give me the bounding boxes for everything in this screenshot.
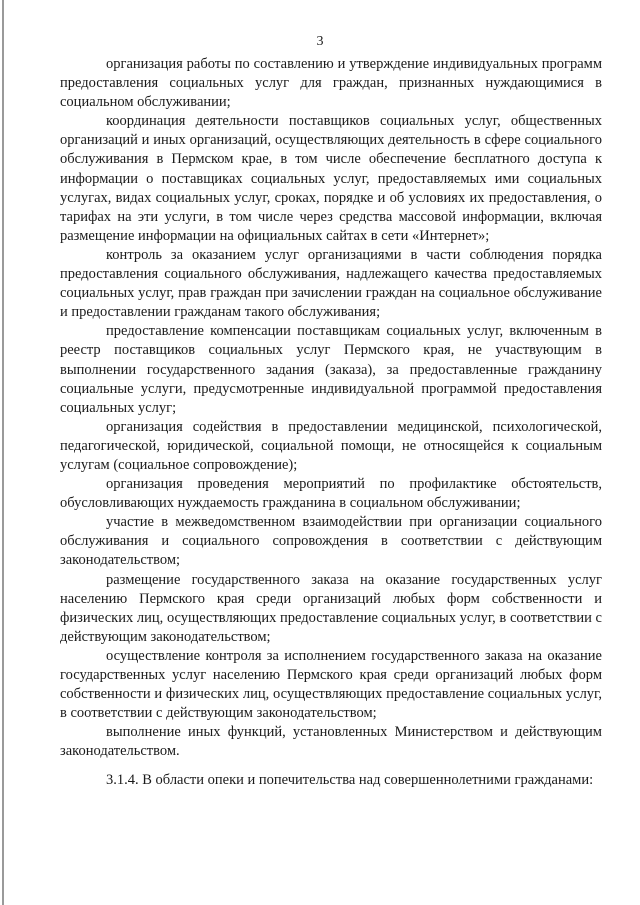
paragraph-other-functions: выполнение иных функций, установленных Министерством и действующим законодательством.: [60, 724, 602, 760]
paragraph-provider-coordination: координация деятельности поставщиков социальных услуг, общественных организаций и иных организаций, осуществляющих деятельность в сфере социального обслуживания в Пермском крае, в том числе обеспечение бесплатного доступа к информации о поставщиках социальных услуг, предоставляемых ими социальных услугах, видах социальных услуг, сроках, порядке и об условиях их предоставления, о тарифах на эти услуги, в том числе через средства массовой информации, включая размещение информации на официальных сайтах в сети «Интернет»;: [60, 113, 602, 244]
paragraph-social-support: организация содействия в предоставлении медицинской, психологической, педагогической, юридической, социальной помощи, не относящейся к социальным услугам (социальное сопровождение);: [60, 418, 602, 473]
scan-edge-line: [2, 0, 4, 905]
paragraph-interagency: участие в межведомственном взаимодействии при организации социального обслуживания и социального сопровождения в соответствии с действующим законодательством;: [60, 514, 602, 569]
page-number: 3: [316, 34, 324, 49]
section-heading-3-1-4: 3.1.4. В области опеки и попечительства над совершеннолетними гражданами:: [106, 772, 594, 789]
document-body: [60, 55, 602, 791]
paragraph-state-order-control: осуществление контроля за исполнением государственного заказа на оказание государственных услуг населению Пермского края среди организаций любых форм собственности и физических лиц, осуществляющих предоставление социальных услуг, в соответствии с действующим законодательством;: [60, 647, 602, 722]
paragraph-compensation: предоставление компенсации поставщикам социальных услуг, включенным в реестр поставщиков социальных услуг Пермского края, не участвующим в выполнении государственного задания (заказа), за предоставленные гражданину социальные услуги, предусмотренные индивидуальной программой предоставления социальных услуг;: [60, 323, 602, 416]
paragraph-state-order-placement: размещение государственного заказа на оказание государственных услуг населению Пермского края среди организаций любых форм собственности и физических лиц, осуществляющих предоставление социальных услуг, в соответствии с действующим законодательством;: [60, 571, 602, 645]
paragraph-individual-programs: организация работы по составлению и утверждение индивидуальных программ предоставления социальных услуг для граждан, признанных нуждающимися в социальном обслуживании;: [60, 56, 602, 111]
paragraph-service-control: контроль за оказанием услуг организациями в части соблюдения порядка предоставления социального обслуживания, надлежащего качества предоставляемых социальных услуг, прав граждан при зачислении граждан на социальное обслуживание и предоставлении гражданам такого обслуживания;: [60, 246, 602, 321]
paragraph-prevention: организация проведения мероприятий по профилактике обстоятельств, обусловливающих нуждаемость гражданина в социальном обслуживании;: [60, 476, 602, 512]
